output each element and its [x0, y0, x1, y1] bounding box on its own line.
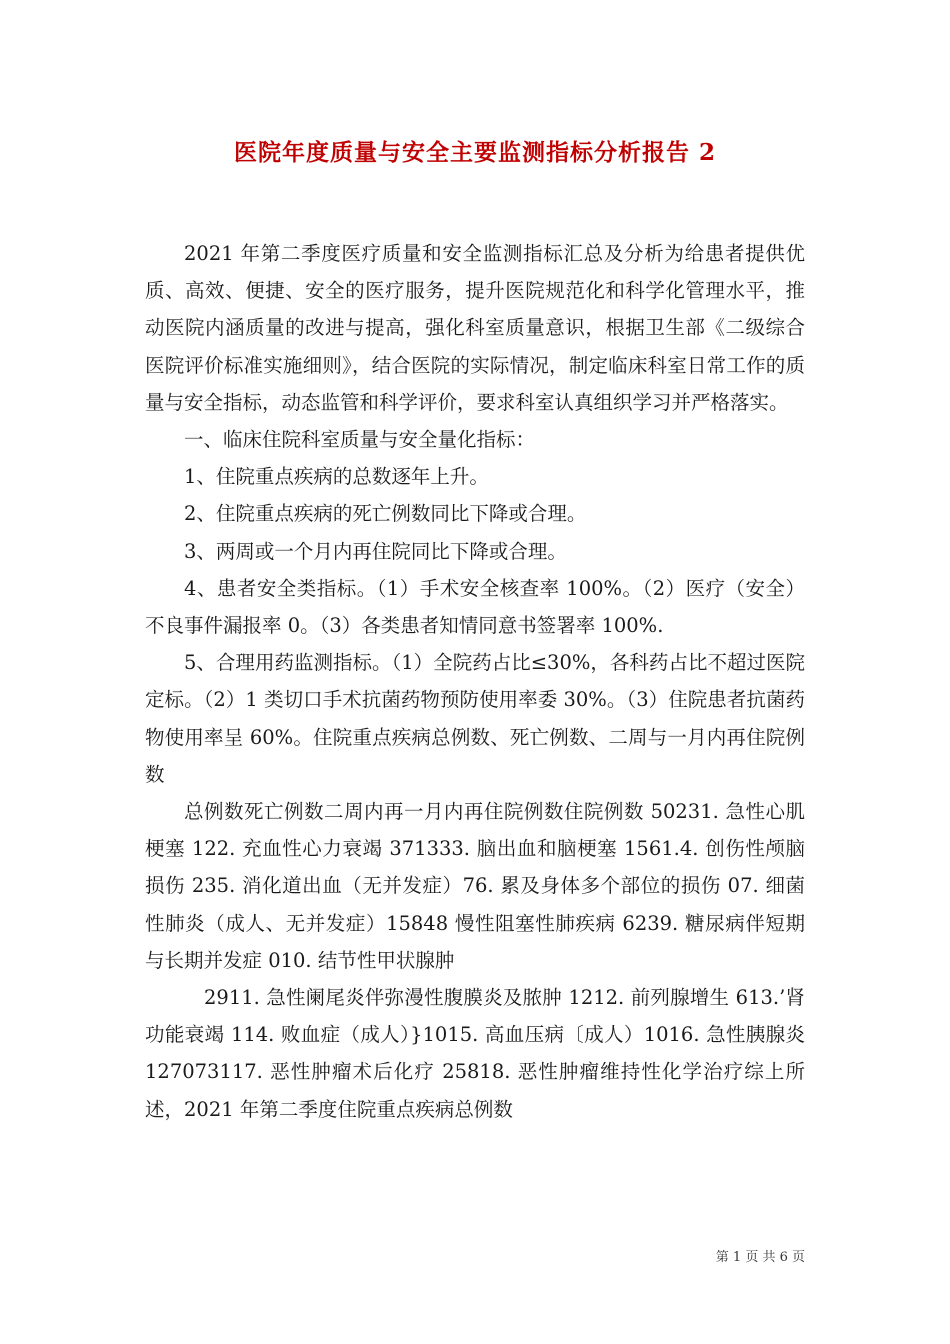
- document-title: 医院年度质量与安全主要监测指标分析报告 2: [233, 139, 716, 166]
- list-item: 2、住院重点疾病的死亡例数同比下降或合理。: [184, 502, 587, 526]
- disease-data-paragraph: 2911. 急性阑尾炎伴弥漫性腹膜炎及脓肿 1212. 前列腺增生 613.’肾功能衰竭 114. 败血症（成人）}1015. 高血压病〔成人）1016. 急性胰腺炎 127073117. 恶性肿瘤术后化疗 25818. 恶性肿瘤维持性化学治疗综上所述，2021 年第二季度住院重点疾病总例数: [145, 986, 805, 1121]
- page-number: 第 1 页 共 6 页: [715, 1250, 805, 1265]
- list-item: 5、合理用药监测指标。（1）全院药占比≤30%，各科药占比不超过医院定标。（2）1 类切口手术抗菌药物预防使用率委 30%。（3）住院患者抗菌药物使用率呈 60%。住院重点疾病总例数、死亡例数、二周与一月内再住院例数: [145, 651, 805, 786]
- section-heading: 一、临床住院科室质量与安全量化指标：: [184, 428, 536, 452]
- disease-data-paragraph: 总例数死亡例数二周内再一月内再住院例数住院例数 50231. 急性心肌梗塞 122. 充血性心力衰竭 371333. 脑出血和脑梗塞 1561.4. 创伤性颅脑损伤 235. 消化道出血（无并发症）76. 累及身体多个部位的损伤 07. 细菌性肺炎（成人、无并发症）15848 慢性阻塞性肺疾病 6239. 糖尿病伴短期与长期并发症 010. 结节性甲状腺肿: [145, 800, 805, 972]
- list-item: 3、两周或一个月内再住院同比下降或合理。: [184, 539, 567, 563]
- list-item: 4、患者安全类指标。（1）手术安全核查率 100%。（2）医疗（安全）不良事件漏报率 0。（3）各类患者知情同意书签署率 100%.: [145, 576, 805, 638]
- intro-paragraph: 2021 年第二季度医疗质量和安全监测指标汇总及分析为给患者提供优质、高效、便捷、安全的医疗服务，提升医院规范化和科学化管理水平，推动医院内涵质量的改进与提高，强化科室质量意识，根据卫生部《二级综合医院评价标准实施细则》，结合医院的实际情况，制定临床科室日常工作的质量与安全指标，动态监管和科学评价，要求科室认真组织学习并严格落实。: [145, 242, 805, 414]
- list-item: 1、住院重点疾病的总数逐年上升。: [184, 465, 489, 489]
- document-body: [145, 235, 805, 1128]
